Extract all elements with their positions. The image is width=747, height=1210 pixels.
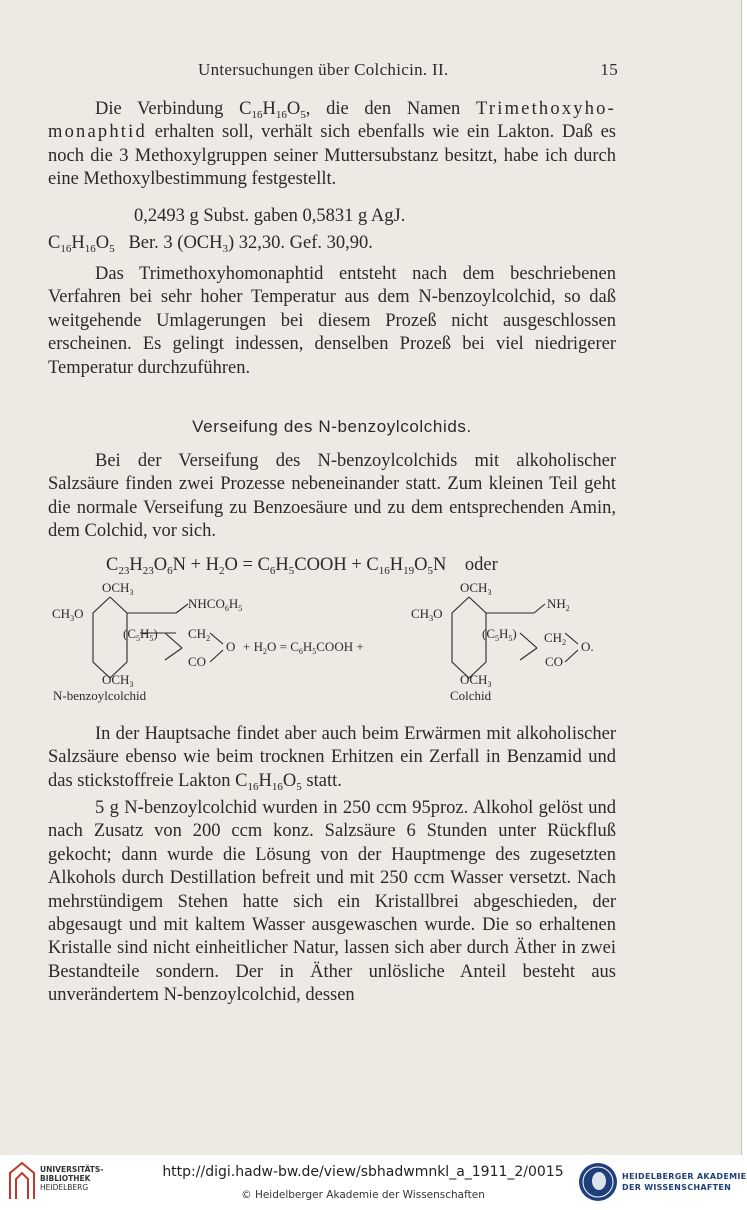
paragraph-1: Die Verbindung $C_{16}H_{16}O_5$, die den Namen Trimethoxyho- monaphtid erhalten soll, verhält sich ebenfalls wie ein Lakton. Daß es noch die 3 Methoxylgruppen seiner Muttersubstanz besitzt, habe ich durch eine Methoxylbestimmung festgestellt. — [48, 99, 616, 190]
copyright-notice: © Heidelberger Akademie der Wissenschaften — [241, 1189, 485, 1201]
running-title: Untersuchungen über Colchicin. II. — [198, 60, 449, 79]
paragraph-5: 5 g N-benzoylcolchid wurden in 250 ccm 95proz. Alkohol gelöst und nach Zusatz von 200 ccm konz. Salzsäure 6 Stunden unter Rückfluß gekocht; dann wurde die Lösung von der Hauptmenge des zugesetzten Alkohols durch Destillation befreit und mit 250 ccm Wasser versetzt. Nach mehrstündigem Stehen hatte sich ein Kristallbrei abgeschieden, der abgesaugt und mit kaltem Wasser ausgewaschen wurde. Die so erhaltenen Kristalle sind nicht einheitlicher Natur, lassen sich aber durch Äther in zwei Bestandteile sondern. Der in Äther unlösliche Anteil besteht aus unverändertem N-benzoylcolchid, dessen — [48, 798, 616, 1006]
left-ch3o: $CH_3O$ — [52, 606, 84, 623]
right-co: CO — [545, 654, 564, 669]
paragraph-4: In der Hauptsache findet aber auch beim Erwärmen mit alkoholischer Salzsäure ebenso wie beim trocknen Erhitzen ein Zerfall in Benzamid und das stickstoffreie Lakton $C_{16}H_{16}O_5$ statt. — [48, 724, 616, 793]
left-ring-bonds — [93, 597, 127, 678]
footer — [0, 1155, 747, 1210]
academy-seal-icon — [578, 1162, 618, 1202]
page-number: 15 — [600, 60, 618, 79]
reaction-equation: $C_{23}H_{23}O_6N + H_2O$ = $C_6H_5COOH + C_{16}H_{19}O_5N$ oder — [106, 555, 498, 577]
library-name: UNIVERSITÄTS- BIBLIOTHEK HEIDELBERG — [40, 1165, 104, 1192]
reaction-middle: + $H_2O$ = $C_6H_5COOH$ + — [243, 639, 364, 656]
left-och3-top: $OCH_3$ — [102, 580, 134, 597]
left-c5h5: $(C_5H_5)$ — [123, 626, 158, 643]
label-colchid: Colchid — [450, 688, 492, 703]
right-ring-o: O. — [581, 639, 594, 654]
analysis-line-2: $C_{16}H_{16}O_5$ Ber. 3 $(OCH_3)$ 32,30. Gef. 30,90. — [48, 233, 373, 255]
analysis-line-1: 0,2493 g Subst. gaben 0,5831 g AgJ. — [134, 206, 406, 226]
right-och3-top: $OCH_3$ — [460, 580, 492, 597]
label-n-benzoylcolchid: N-benzoylcolchid — [53, 688, 147, 703]
left-ring-o: O — [226, 639, 236, 654]
section-heading: Verseifung des N-benzoylcolchids. — [192, 417, 472, 436]
right-ch2: $CH_2$ — [544, 630, 567, 647]
paragraph-2: Das Trimethoxyhomonaphtid entsteht nach dem beschriebenen Verfahren bei sehr hoher Temperatur aus dem N-benzoylcolchid, so daß weitgehende Umlagerungen bei diesem Prozeß nicht ausgeschlossen erscheinen. Es gelingt indessen, denselben Prozeß bei viel niedrigerer Temperatur durchzuführen. — [48, 264, 616, 378]
right-och3-bottom: $OCH_3$ — [460, 672, 492, 689]
university-library-logo — [7, 1161, 37, 1201]
right-nh2: $NH_2$ — [547, 596, 570, 613]
source-url[interactable]: http://digi.hadw-bw.de/view/sbhadwmnkl_a_1911_2/0015 — [162, 1164, 564, 1180]
left-och3-bottom: $OCH_3$ — [102, 672, 134, 689]
paragraph-3: Bei der Verseifung des N-benzoylcolchids mit alkoholischer Salzsäure finden zwei Prozesse nebeneinander statt. Zum kleinen Teil geht die normale Verseifung zu Benzoesäure und zu dem entsprechenden Amin, dem Colchid, vor sich. — [48, 451, 616, 542]
academy-name: HEIDELBERGER AKADEMIE DER WISSENSCHAFTEN — [622, 1172, 747, 1192]
left-co: CO — [188, 654, 207, 669]
right-c5h5: $(C_5H_5)$ — [482, 626, 517, 643]
left-ch2: $CH_2$ — [188, 626, 211, 643]
left-nhco: $NHCO_6H_5$ — [188, 596, 243, 613]
right-ch3o: $CH_3O$ — [411, 606, 443, 623]
right-ring-bonds — [452, 597, 486, 678]
